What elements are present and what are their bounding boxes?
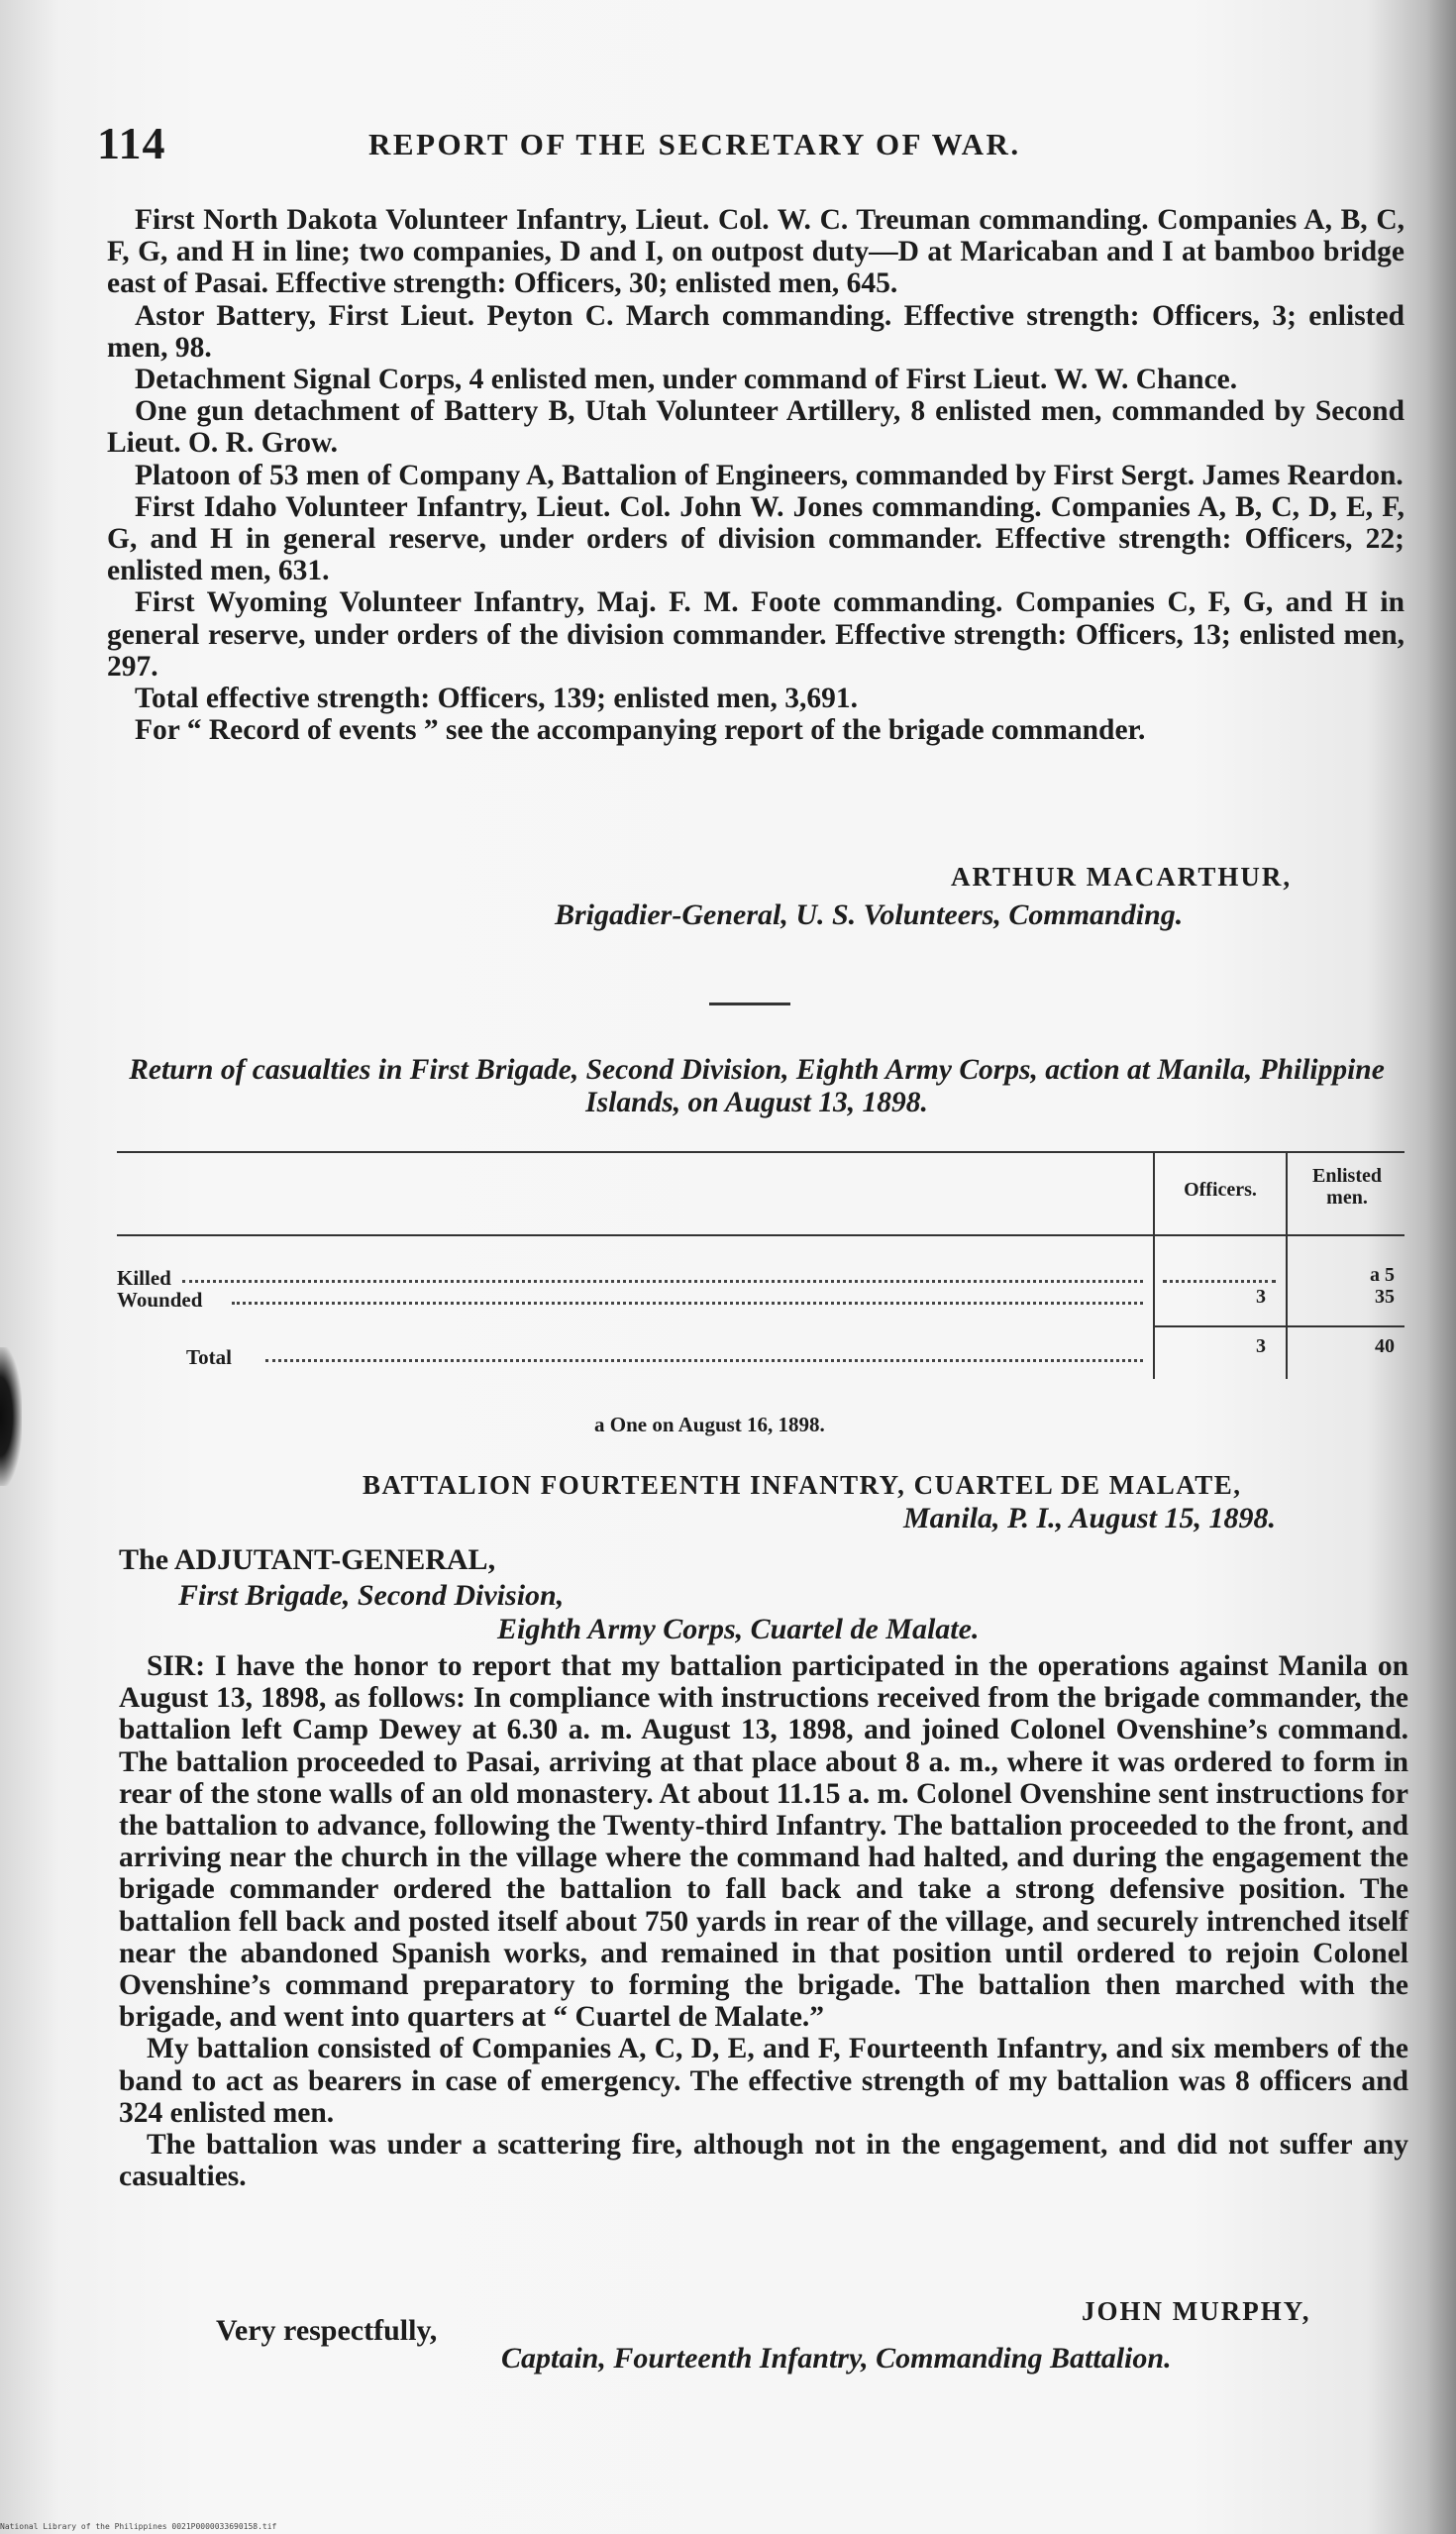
letter-signer-name: JOHN MURPHY, [1082,2296,1311,2326]
letter-signer-title: Captain, Fourteenth Infantry, Commanding Battalion. [501,2342,1172,2375]
leader-dots [265,1357,1143,1362]
cell-killed-enlisted: a 5 [1370,1264,1395,1286]
paragraph: Platoon of 53 men of Company A, Battalion of Engineers, commanded by First Sergt. James Reardon. [135,459,1404,491]
casualty-table [117,1151,1404,1389]
cell-total-enlisted: 40 [1375,1335,1395,1357]
paragraph: First North Dakota Volunteer Infantry, Lieut. Col. W. C. Treuman commanding. Companies A, B, C, F, G, and H in line; two companies, D and I, on outpost duty—D at Maricaban and I at bamboo bridge east of Pasai. Effective strength: Officers, 30; enlisted men, 645. [107,204,1404,300]
report-body-top [107,204,1404,746]
page-edge-shadow [0,1347,22,1486]
paragraph: First Wyoming Volunteer Infantry, Maj. F. M. Foote commanding. Companies C, F, G, and H in general reserve, under orders of the division commander. Effective strength: Officers, 13; enlisted men, 297. [107,586,1404,683]
paragraph: Astor Battery, First Lieut. Peyton C. March commanding. Effective strength: Officers, 3; enlisted men, 98. [107,299,1404,364]
page-number: 114 [97,118,166,168]
row-label-total: Total [186,1345,232,1369]
letter-address-line: Eighth Army Corps, Cuartel de Malate. [497,1613,980,1645]
letter-address-line: First Brigade, Second Division, [178,1579,565,1612]
paragraph: The battalion was under a scattering fire, although not in the engagement, and did not suffer any casualties. [119,2129,1408,2193]
letter-heading: BATTALION FOURTEENTH INFANTRY, CUARTEL DE MALATE, [363,1470,1242,1500]
col-header-officers: Officers. [1184,1179,1257,1201]
letter-closing: Very respectfully, [216,2314,438,2347]
paragraph: My battalion consisted of Companies A, C, D, E, and F, Fourteenth Infantry, and six members of the band to act as bearers in case of emergency. The effective strength of my battalion was 8 officers and 324 enlisted men. [119,2033,1408,2129]
table-footnote: a One on August 16, 1898. [594,1413,825,1436]
leader-dots [1163,1278,1276,1283]
running-head: REPORT OF THE SECRETARY OF WAR. [368,127,1021,161]
signature-title: Brigadier-General, U. S. Volunteers, Commanding. [555,898,1184,931]
leader-dots [182,1278,1143,1283]
letter-body [119,1650,1408,2192]
total-rule [1153,1325,1404,1327]
row-label-killed: Killed [117,1266,171,1290]
paragraph: First Idaho Volunteer Infantry, Lieut. Col. John W. Jones commanding. Companies A, B, C, D, E, F, G, and H in general reserve, under orders of division commander. Effective strength: Officers, 22; enlisted men, 631. [107,490,1404,587]
page-header [97,117,1385,176]
row-label-wounded: Wounded [117,1288,203,1312]
cell-wounded-enlisted: 35 [1375,1286,1395,1308]
cell-wounded-officers: 3 [1256,1286,1266,1308]
letter-address-line: The ADJUTANT-GENERAL, [119,1543,496,1576]
paragraph: For “ Record of events ” see the accompanying report of the brigade commander. [135,714,1146,747]
leader-dots [232,1300,1143,1305]
scan-footer: National Library of the Philippines 0021P0000033690158.tif [0,2522,277,2531]
paragraph: Detachment Signal Corps, 4 enlisted men, under command of First Lieut. W. W. Chance. [135,364,1238,396]
col-header-enlisted: Enlisted men. [1311,1165,1383,1209]
paragraph: One gun detachment of Battery B, Utah Volunteer Artillery, 8 enlisted men, commanded by Second Lieut. O. R. Grow. [107,395,1404,460]
paragraph: Total effective strength: Officers, 139; enlisted men, 3,691. [135,683,858,715]
section-divider [709,1003,790,1005]
table-caption: Return of casualties in First Brigade, Second Division, Eighth Army Corps, action at Manila, Philippine Islands, on August 13, 1898. [129,1054,1385,1118]
letter-dateline: Manila, P. I., August 15, 1898. [903,1502,1276,1534]
cell-total-officers: 3 [1256,1335,1266,1357]
table-top-rule [117,1151,1404,1153]
table-column-rule [1153,1153,1155,1379]
table-header-rule [117,1234,1404,1236]
signature-name: ARTHUR MACARTHUR, [951,862,1293,892]
table-column-rule [1286,1153,1288,1379]
paragraph: SIR: I have the honor to report that my battalion participated in the operations against Manila on August 13, 1898, as follows: In compliance with instructions received from the brigade commander, the battalion left Camp Dewey at 6.30 a. m. August 13, 1898, and joined Colonel Ovenshine’s command. The battalion proceeded to Pasai, arriving at that place about 8 a. m., where it was ordered to form in rear of the stone walls of an old monastery. At about 11.15 a. m. Colonel Ovenshine sent instructions for the battalion to advance, following the Twenty-third Infantry. The battalion proceeded to the front, and arriving near the church in the village where the command had halted, and during the engagement the brigade commander ordered the battalion to fall back and take a strong defensive position. The battalion fell back and posted itself about 750 yards in rear of the village, and securely intrenched itself near the abandoned Spanish works, and remained in that position until ordered to rejoin Colonel Ovenshine’s command preparatory to forming the brigade. The battalion then marched with the brigade, and went into quarters at “ Cuartel de Malate.” [119,1650,1408,2034]
